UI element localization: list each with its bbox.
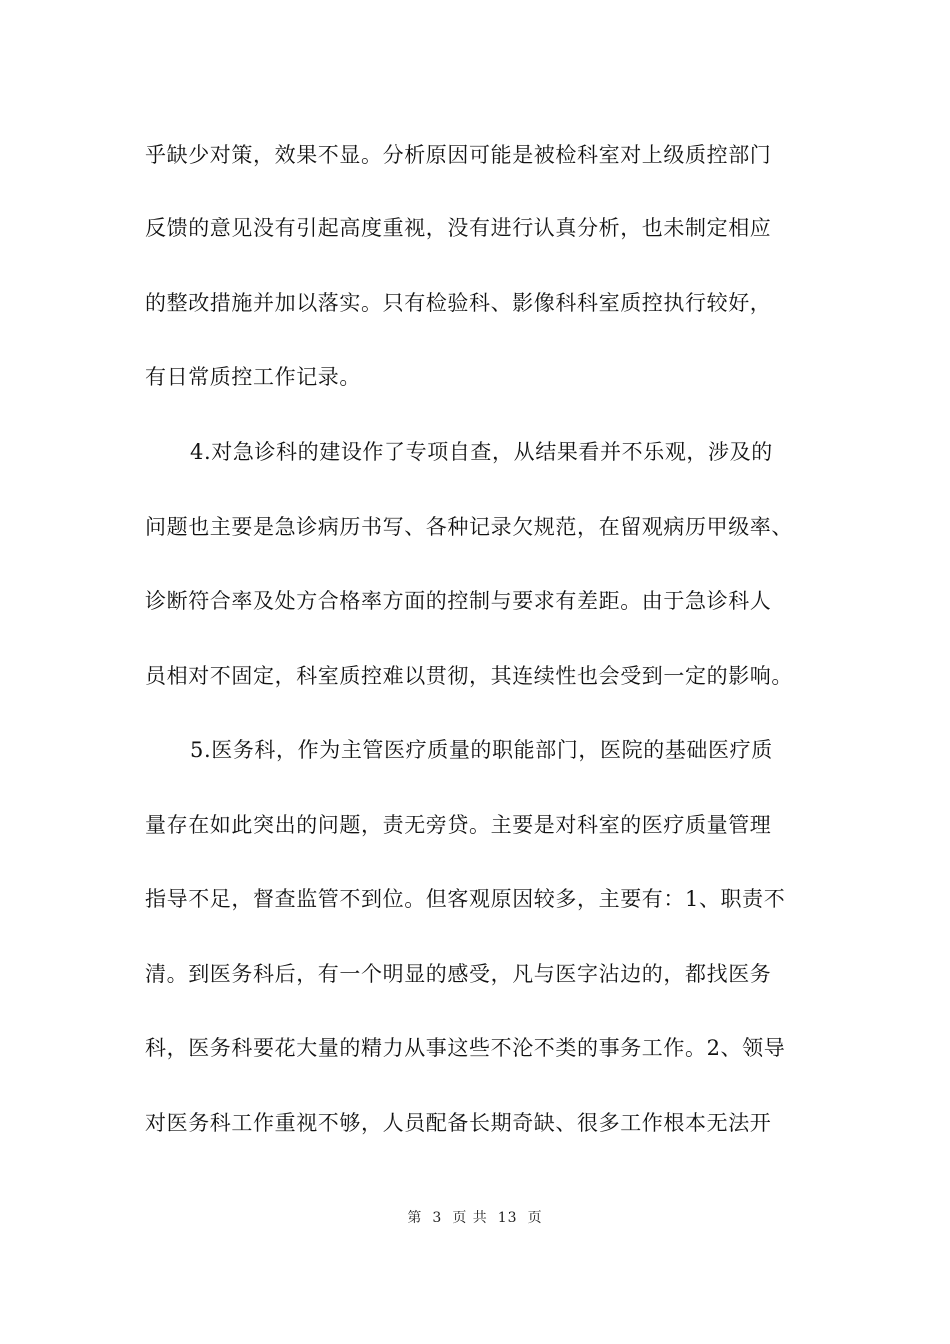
footer-prefix: 第 — [407, 1210, 423, 1226]
page-footer — [0, 1208, 950, 1228]
paragraph-line: 诊断符合率及处方合格率方面的控制与要求有差距。由于急诊科人 — [145, 589, 772, 613]
paragraph-line: 4.对急诊科的建设作了专项自查，从结果看并不乐观，涉及的 — [190, 440, 773, 464]
footer-current-page: 3 — [432, 1210, 443, 1226]
footer-suffix: 页 — [527, 1210, 543, 1226]
paragraph-line: 有日常质控工作记录。 — [145, 365, 361, 389]
paragraph-line: 乎缺少对策，效果不显。分析原因可能是被检科室对上级质控部门 — [145, 143, 772, 167]
paragraph-line: 量存在如此突出的问题，责无旁贷。主要是对科室的医疗质量管理 — [145, 813, 772, 837]
paragraph-line: 清。到医务科后，有一个明显的感受，凡与医字沾边的，都找医务 — [145, 962, 772, 986]
footer-total-pages: 13 — [497, 1210, 518, 1226]
paragraph-line: 对医务科工作重视不够，人员配备长期奇缺、很多工作根本无法开 — [145, 1111, 772, 1135]
footer-middle: 页 共 — [452, 1210, 488, 1226]
paragraph-line: 的整改措施并加以落实。只有检验科、影像科科室质控执行较好， — [145, 291, 772, 315]
paragraph-line: 5.医务科，作为主管医疗质量的职能部门，医院的基础医疗质 — [190, 738, 773, 762]
paragraph-line: 问题也主要是急诊病历书写、各种记录欠规范，在留观病历甲级率、 — [145, 515, 793, 539]
paragraph-line: 指导不足，督查监管不到位。但客观原因较多，主要有：1、职责不 — [145, 887, 786, 911]
paragraph-line: 员相对不固定，科室质控难以贯彻，其连续性也会受到一定的影响。 — [145, 664, 793, 688]
paragraph-line: 反馈的意见没有引起高度重视，没有进行认真分析，也未制定相应 — [145, 216, 772, 240]
paragraph-line: 科，医务科要花大量的精力从事这些不沦不类的事务工作。2、领导 — [145, 1036, 786, 1060]
